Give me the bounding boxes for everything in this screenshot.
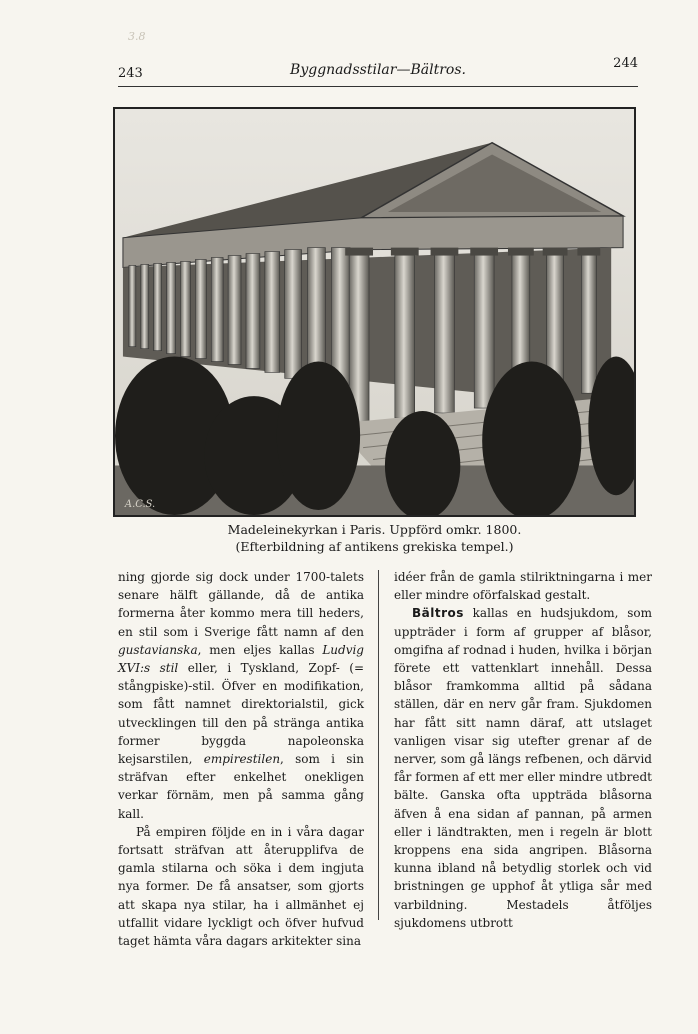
page-number-left: 243	[118, 66, 143, 81]
library-stamp: 3.8	[128, 30, 146, 43]
term-gustavianska: gustavianska	[118, 642, 198, 657]
madeleine-photo	[113, 107, 636, 517]
figure-caption	[113, 521, 636, 555]
term-ludvig-xvi: Ludvig XVI:s stil	[118, 642, 364, 676]
text-run: eller, i Tyskland, Zopf- (= stångpiske)-stil. Öfver en modifikation, som fått namnet direktorialstil, gick utvecklingen till den på stränga antika former byggda napoleonska kejsarstilen,	[118, 661, 365, 767]
caption-line-2: (Efterbildning af antikens grekiska tempel.)	[235, 539, 514, 554]
header-rule	[118, 86, 638, 87]
term-empirestilen: empirestilen	[203, 752, 281, 767]
temple-illustration	[115, 109, 634, 515]
text-run: , som i sin sträfvan efter enkelhet onekligen verkar förnäm, men på samma gång kall.	[118, 752, 364, 821]
photo-signature: A.C.S.	[124, 499, 156, 511]
text-run: , men eljes kallas	[197, 642, 323, 657]
term-baltros: Bältros	[412, 606, 464, 621]
left-paragraph-1	[118, 568, 364, 823]
text-run: kallas en hudsjukdom, som uppträder i form af grupper af blåsor, omgifna af rodnad i huden, hvilka i början förete ett vattenklart innehåll. Dessa blåsor framkomma alltid på sådana ställen, där en nerv går fram. Sjukdomen har fått sitt namn däraf, att utslaget vanligen visar sig utefter grenar af de nerver, som gå längs refbenen, och därvid får formen af ett mer eller mindre utbredt bälte. Ganska ofta uppträda blåsorna äfven å ena sidan af pannan, på armen eller i ländtrakten, men i regeln är blott kroppens ena sida angripen. Blåsorna kunna ibland nå betydlig storlek och vid bristningen ge upphof åt ytliga sår med varbildning. Mestadels åtföljes sjukdomens utbrott	[394, 606, 652, 930]
right-paragraph-2	[394, 604, 652, 932]
column-divider	[378, 570, 379, 920]
running-title: Byggnadsstilar—Bältros.	[290, 62, 466, 78]
caption-line-1: Madeleinekyrkan i Paris. Uppförd omkr. 1800.	[227, 522, 522, 537]
right-column	[394, 568, 652, 932]
left-column	[118, 568, 364, 950]
page-number-right: 244	[613, 56, 638, 71]
left-paragraph-2: På empiren följde en in i våra dagar fortsatt sträfvan att återupplifva de gamla stilarna och söka i dem ingjuta nya former. De få ansatser, som gjorts att skapa nya stilar, ha i allmänhet ej utfallit vidare lyckligt och öfver hufvud taget hämta våra dagars arkitekter sina	[118, 824, 364, 949]
page-header	[118, 56, 638, 86]
right-paragraph-1: idéer från de gamla stilriktningarna i mer eller mindre oförfalskad gestalt.	[394, 570, 652, 603]
text-run: ning gjorde sig dock under 1700-talets senare hälft gällande, då de antika formerna åter kommo mera till heders, en stil som i Sverige fått namn af den	[118, 570, 364, 639]
